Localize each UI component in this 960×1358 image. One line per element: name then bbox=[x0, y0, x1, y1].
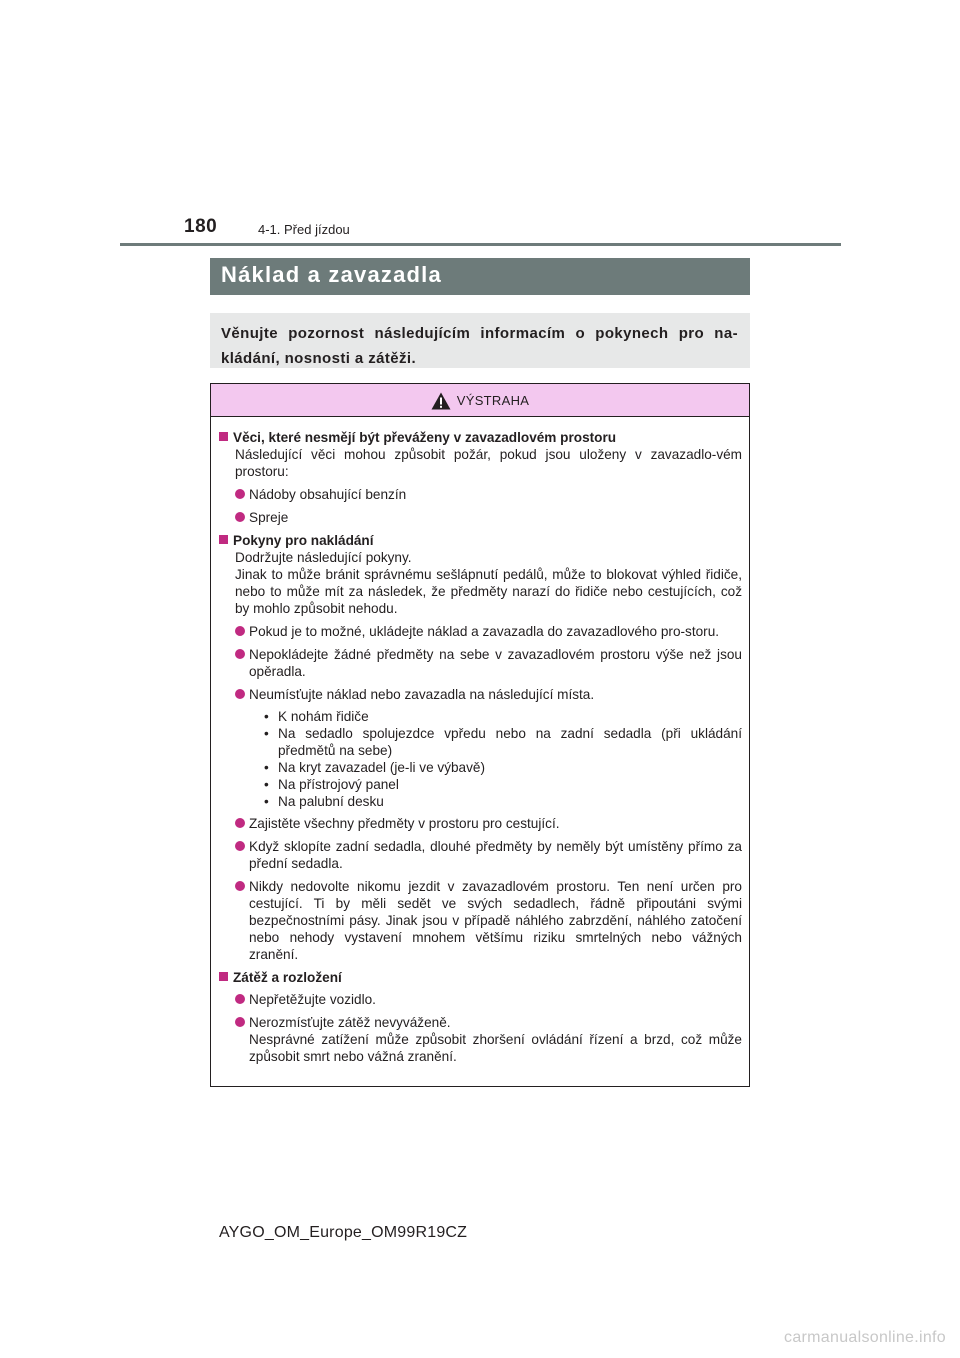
bullet-dot-icon bbox=[235, 818, 245, 828]
list-item: Spreje bbox=[235, 509, 742, 526]
square-bullet-icon bbox=[219, 432, 228, 441]
warning-heading: Zátěž a rozložení bbox=[218, 969, 742, 986]
list-item: Nikdy nedovolte nikomu jezdit v zavazadlovém prostoru. Ten není určen pro cestující. Ti by měli sedět ve svých sedadlech, řádně připoutáni svými bezpečnostními pásy. Jinak jsou v případě náhlého zabrzdění, náhlého zatočení nebo nehody vystavení mnohem většímu riziku smrtelných nebo vážných zranění. bbox=[235, 878, 742, 963]
bullet-dot-icon bbox=[235, 881, 245, 891]
warning-heading: Věci, které nesmějí být převáženy v zavazadlovém prostoru bbox=[218, 429, 742, 446]
sub-list-item: • Na kryt zavazadel (je-li ve výbavě) bbox=[264, 760, 485, 775]
paragraph: Jinak to může bránit správnému sešlápnutí pedálů, může to blokovat výhled řidiče, nebo to může mít za následek, že předměty narazí do řidiče nebo cestujících, což by mohlo způsobit nehodu. bbox=[235, 567, 742, 616]
warning-heading: Pokyny pro nakládání bbox=[218, 532, 742, 549]
bullet-dot-icon bbox=[235, 689, 245, 699]
sub-list-item: • Na přístrojový panel bbox=[264, 777, 399, 792]
header-rule bbox=[120, 243, 841, 246]
list-item: Nádoby obsahující benzín bbox=[235, 486, 742, 503]
list-item: Pokud je to možné, ukládejte náklad a zavazadla do zavazadlového pro-storu. bbox=[235, 623, 742, 640]
section-label: 4-1. Před jízdou bbox=[258, 222, 350, 237]
watermark: carmanualsonline.info bbox=[784, 1329, 946, 1346]
list-item: Když sklopíte zadní sedadla, dlouhé předměty by neměly být umístěny přímo za přední sedadla. bbox=[235, 838, 742, 872]
section-title-bar bbox=[210, 258, 750, 295]
square-bullet-icon bbox=[219, 972, 228, 981]
sub-bullet-mark: • bbox=[264, 794, 269, 809]
sub-bullet-mark: • bbox=[264, 726, 269, 741]
paragraph: Následující věci mohou způsobit požár, pokud jsou uloženy v zavazadlo-vém prostoru: bbox=[235, 447, 742, 479]
page-number: 180 bbox=[184, 216, 218, 237]
list-item: Zajistěte všechny předměty v prostoru pro cestující. bbox=[235, 815, 742, 832]
sub-list-item: • K nohám řidiče bbox=[264, 709, 369, 724]
footer-doc-id: AYGO_OM_Europe_OM99R19CZ bbox=[219, 1224, 468, 1241]
bullet-dot-icon bbox=[235, 649, 245, 659]
bullet-dot-icon bbox=[235, 512, 245, 522]
bullet-dot-icon bbox=[235, 626, 245, 636]
square-bullet-icon bbox=[219, 535, 228, 544]
sub-bullet-mark: • bbox=[264, 760, 269, 775]
sub-bullet-mark: • bbox=[264, 777, 269, 792]
paragraph: Dodržujte následující pokyny. bbox=[235, 550, 412, 565]
warning-header bbox=[211, 384, 749, 417]
section-title: Náklad a zavazadla bbox=[221, 262, 442, 287]
bullet-dot-icon bbox=[235, 489, 245, 499]
sub-bullet-mark: • bbox=[264, 709, 269, 724]
bullet-dot-icon bbox=[235, 1017, 245, 1027]
list-item: Nepokládejte žádné předměty na sebe v zavazadlovém prostoru výše než jsou opěradla. bbox=[235, 646, 742, 680]
list-item: Nerozmísťujte zátěž nevyváženě. Nesprávné zatížení může způsobit zhoršení ovládání řízení a brzd, což může způsobit smrt nebo vážná zranění. bbox=[235, 1014, 742, 1065]
warning-box bbox=[210, 383, 750, 1087]
warning-body bbox=[211, 417, 749, 1065]
bullet-dot-icon bbox=[235, 841, 245, 851]
sub-list-item: • Na palubní desku bbox=[264, 794, 384, 809]
warning-triangle-icon bbox=[431, 392, 451, 410]
sub-list-item: • Na sedadlo spolujezdce vpředu nebo na zadní sedadla (při ukládání předmětů na sebe) bbox=[264, 726, 742, 758]
bullet-dot-icon bbox=[235, 994, 245, 1004]
intro-box: Věnujte pozornost následujícím informacím o pokynech pro na-kládání, nosnosti a zátěži. bbox=[210, 313, 750, 368]
list-item: Nepřetěžujte vozidlo. bbox=[235, 991, 742, 1008]
warning-label: VÝSTRAHA bbox=[456, 392, 530, 408]
list-item: Neumísťujte náklad nebo zavazadla na následující místa. bbox=[235, 686, 742, 703]
